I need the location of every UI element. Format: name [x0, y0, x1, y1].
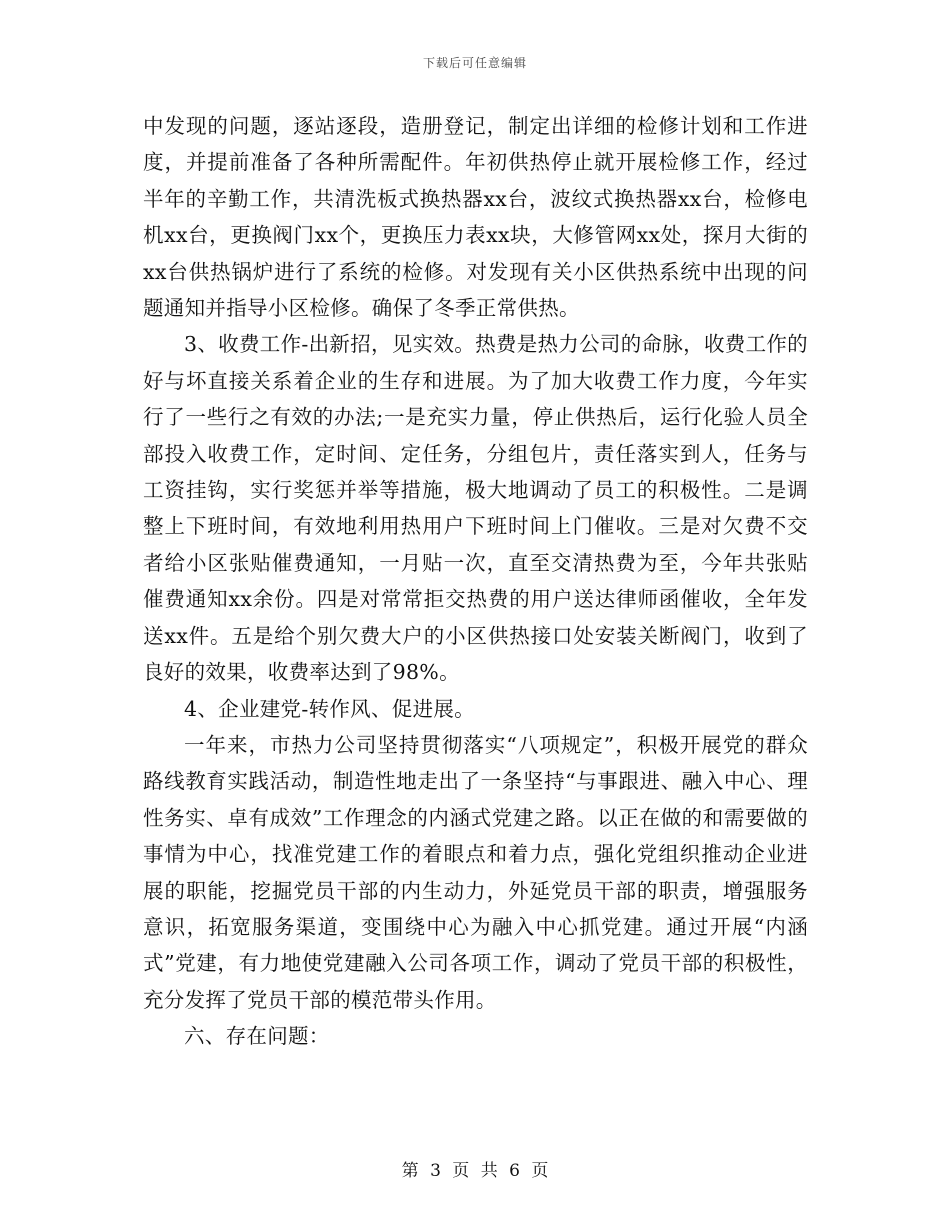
paragraph-fee-collection: 3、收费工作-出新招，见实效。热费是热力公司的命脉，收费工作的好与坏直接关系着企业的生存和进展。为了加大收费工作力度，今年实行了一些行之有效的办法;一是充实力量，停止供热后，运行化验人员全部投入收费工作，定时间、定任务，分组包片，责任落实到人，任务与工资挂钩，实行奖惩并举等措施，极大地调动了员工的积极性。二是调整上下班时间，有效地利用热用户下班时间上门催收。三是对欠费不交者给小区张贴催费通知，一月贴一次，直至交清热费为至，今年共张贴催费通知xx余份。四是对常常拒交热费的用户送达律师函催收，全年发送xx件。五是给个别欠费大户的小区供热接口处安装关断阀门，收到了良好的效果，收费率达到了98%。 [143, 332, 808, 685]
paragraph-party-building-heading: 4、企业建党-转作风、促进展。 [184, 696, 475, 721]
page-header: 下载后可任意编辑 [422, 56, 527, 70]
paragraph-continuation: 中发现的问题，逐站逐段，造册登记，制定出详细的检修计划和工作进度，并提前准备了各种所需配件。年初供热停止就开展检修工作，经过半年的辛勤工作，共清洗板式换热器xx台，波纹式换热器xx台，检修电机xx台，更换阀门xx个，更换压力表xx块，大修管网xx处，探月大街的xx台供热锅炉进行了系统的检修。对发现有关小区供热系统中出现的问题通知并指导小区检修。确保了冬季正常供热。 [143, 114, 808, 321]
section-heading-problems: 六、存在问题： [184, 1024, 330, 1049]
page-number: 第 3 页 共 6 页 [401, 1161, 549, 1181]
document-body [143, 108, 808, 1055]
paragraph-party-building: 一年来，市热力公司坚持贯彻落实“八项规定”，积极开展党的群众路线教育实践活动，制造性地走出了一条坚持“与事跟进、融入中心、理性务实、卓有成效”工作理念的内涵式党建之路。以正在做的和需要做的事情为中心，找准党建工作的着眼点和着力点，强化党组织推动企业进展的职能，挖掘党员干部的内生动力，外延党员干部的职责，增强服务意识，拓宽服务渠道，变围绕中心为融入中心抓党建。通过开展“内涵式”党建，有力地使党建融入公司各项工作，调动了党员干部的积极性，充分发挥了党员干部的模范带头作用。 [143, 732, 808, 1012]
